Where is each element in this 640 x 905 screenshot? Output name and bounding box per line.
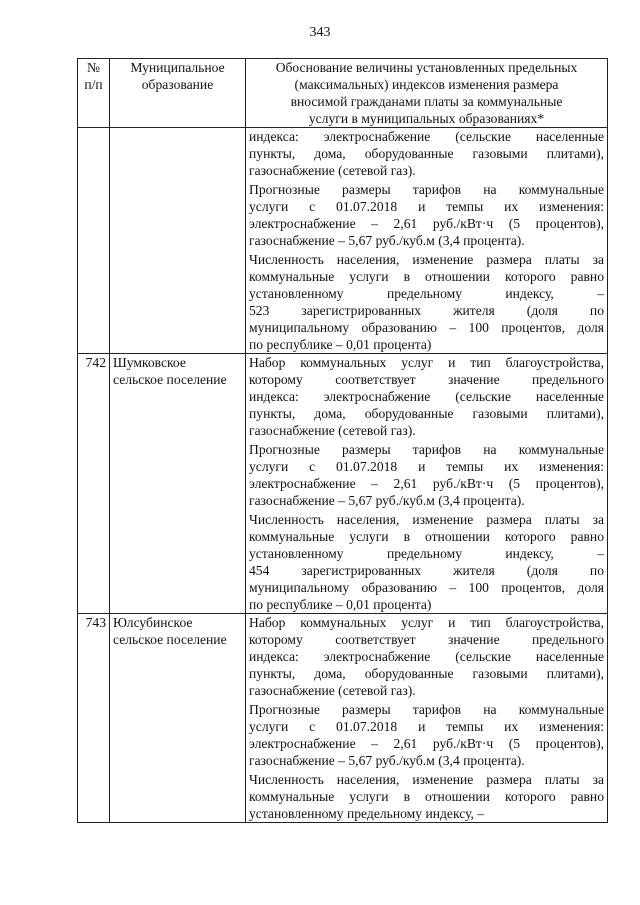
text-line: пункты, дома, оборудованные газовыми плитами), — [249, 406, 604, 421]
text-line: газоснабжение (сетевой газ). — [249, 683, 416, 698]
text-line: Набор коммунальных услуг и тип благоустройства, — [249, 355, 604, 370]
text-line: Прогнозные размеры тарифов на коммунальные — [249, 182, 604, 197]
justification-paragraph — [249, 354, 604, 439]
text-line: коммунальные услуги в отношении которого равно — [249, 269, 604, 284]
justification-paragraph — [249, 181, 604, 249]
text-line: индекса: электроснабжение (сельские населенные — [249, 129, 604, 144]
justification-paragraph — [249, 771, 604, 822]
text-line: коммунальные услуги в отношении которого равно — [249, 789, 604, 804]
justification-cell — [246, 128, 608, 354]
header-municipality — [110, 59, 246, 128]
municipality-name-line: Юлсубинское — [113, 615, 193, 630]
table-row — [78, 128, 608, 354]
row-number: 743 — [78, 614, 110, 823]
text-line: Прогнозные размеры тарифов на коммунальные — [249, 442, 604, 457]
text-line: услуги с 01.07.2018 и темпы их изменения: — [249, 459, 604, 474]
justification-paragraph — [249, 128, 604, 179]
text-line: Численность населения, изменение размера платы за — [249, 772, 604, 787]
text-line: которому соответствует значение предельного — [249, 372, 604, 387]
header-municipality-line: образование — [141, 77, 214, 92]
text-line: Численность населения, изменение размера платы за — [249, 252, 604, 267]
text-line: 523 зарегистрированных жителя (доля по — [249, 303, 604, 318]
justification-paragraph — [249, 441, 604, 509]
justification-paragraph — [249, 251, 604, 353]
text-line: электроснабжение – 2,61 руб./кВт·ч (5 процентов), — [249, 216, 604, 231]
text-line: газоснабжение (сетевой газ). — [249, 423, 416, 438]
text-line: установленному предельному индексу, – — [249, 806, 485, 821]
header-num-line: № — [87, 60, 100, 75]
municipality-cell — [110, 614, 246, 823]
header-justification-line: Обоснование величины установленных предельных — [275, 60, 578, 75]
text-line: Численность населения, изменение размера платы за — [249, 512, 604, 527]
text-line: услуги с 01.07.2018 и темпы их изменения: — [249, 719, 604, 734]
text-line: услуги с 01.07.2018 и темпы их изменения: — [249, 199, 604, 214]
text-line: газоснабжение – 5,67 руб./куб.м (3,4 процента). — [249, 493, 525, 508]
header-num — [78, 59, 110, 128]
text-line: которому соответствует значение предельного — [249, 632, 604, 647]
text-line: электроснабжение – 2,61 руб./кВт·ч (5 процентов), — [249, 476, 604, 491]
text-line: газоснабжение – 5,67 руб./куб.м (3,4 процента). — [249, 753, 525, 768]
justification-cell — [246, 354, 608, 614]
text-line: 454 зарегистрированных жителя (доля по — [249, 563, 604, 578]
header-justification — [246, 59, 608, 128]
header-municipality-line: Муниципальное — [130, 60, 225, 75]
text-line: установленному предельному индексу, – — [249, 546, 604, 561]
justification-cell — [246, 614, 608, 823]
justification-paragraph — [249, 701, 604, 769]
text-line: коммунальные услуги в отношении которого равно — [249, 529, 604, 544]
table-header-row — [78, 59, 608, 128]
table-row — [78, 614, 608, 823]
text-line: индекса: электроснабжение (сельские населенные — [249, 389, 604, 404]
text-line: по республике – 0,01 процента) — [249, 337, 432, 352]
text-line: индекса: электроснабжение (сельские населенные — [249, 649, 604, 664]
municipality-name-line: Шумковское — [113, 355, 186, 370]
municipality-name-line: сельское поселение — [113, 372, 227, 387]
row-number — [78, 128, 110, 354]
text-line: пункты, дома, оборудованные газовыми плитами), — [249, 666, 604, 681]
municipality-cell — [110, 354, 246, 614]
municipality-cell — [110, 128, 246, 354]
justification-paragraph — [249, 614, 604, 699]
header-justification-line: (максимальных) индексов изменения размера — [294, 77, 559, 92]
text-line: муниципальному образованию – 100 процентов, доля — [249, 580, 604, 595]
header-num-line: п/п — [84, 77, 103, 92]
text-line: установленному предельному индексу, – — [249, 286, 604, 301]
text-line: Набор коммунальных услуг и тип благоустройства, — [249, 615, 604, 630]
header-justification-line: вносимой гражданами платы за коммунальные — [290, 94, 563, 109]
text-line: газоснабжение (сетевой газ). — [249, 163, 416, 178]
tariff-table — [77, 58, 608, 823]
text-line: пункты, дома, оборудованные газовыми плитами), — [249, 146, 604, 161]
municipality-name-line: сельское поселение — [113, 632, 227, 647]
text-line: по республике – 0,01 процента) — [249, 597, 432, 612]
text-line: муниципальному образованию – 100 процентов, доля — [249, 320, 604, 335]
text-line: Прогнозные размеры тарифов на коммунальные — [249, 702, 604, 717]
page-number: 343 — [309, 25, 331, 40]
table-row — [78, 354, 608, 614]
row-number: 742 — [78, 354, 110, 614]
text-line: газоснабжение – 5,67 руб./куб.м (3,4 процента). — [249, 233, 525, 248]
justification-paragraph — [249, 511, 604, 613]
header-justification-line: услуги в муниципальных образованиях* — [308, 111, 545, 126]
text-line: электроснабжение – 2,61 руб./кВт·ч (5 процентов), — [249, 736, 604, 751]
